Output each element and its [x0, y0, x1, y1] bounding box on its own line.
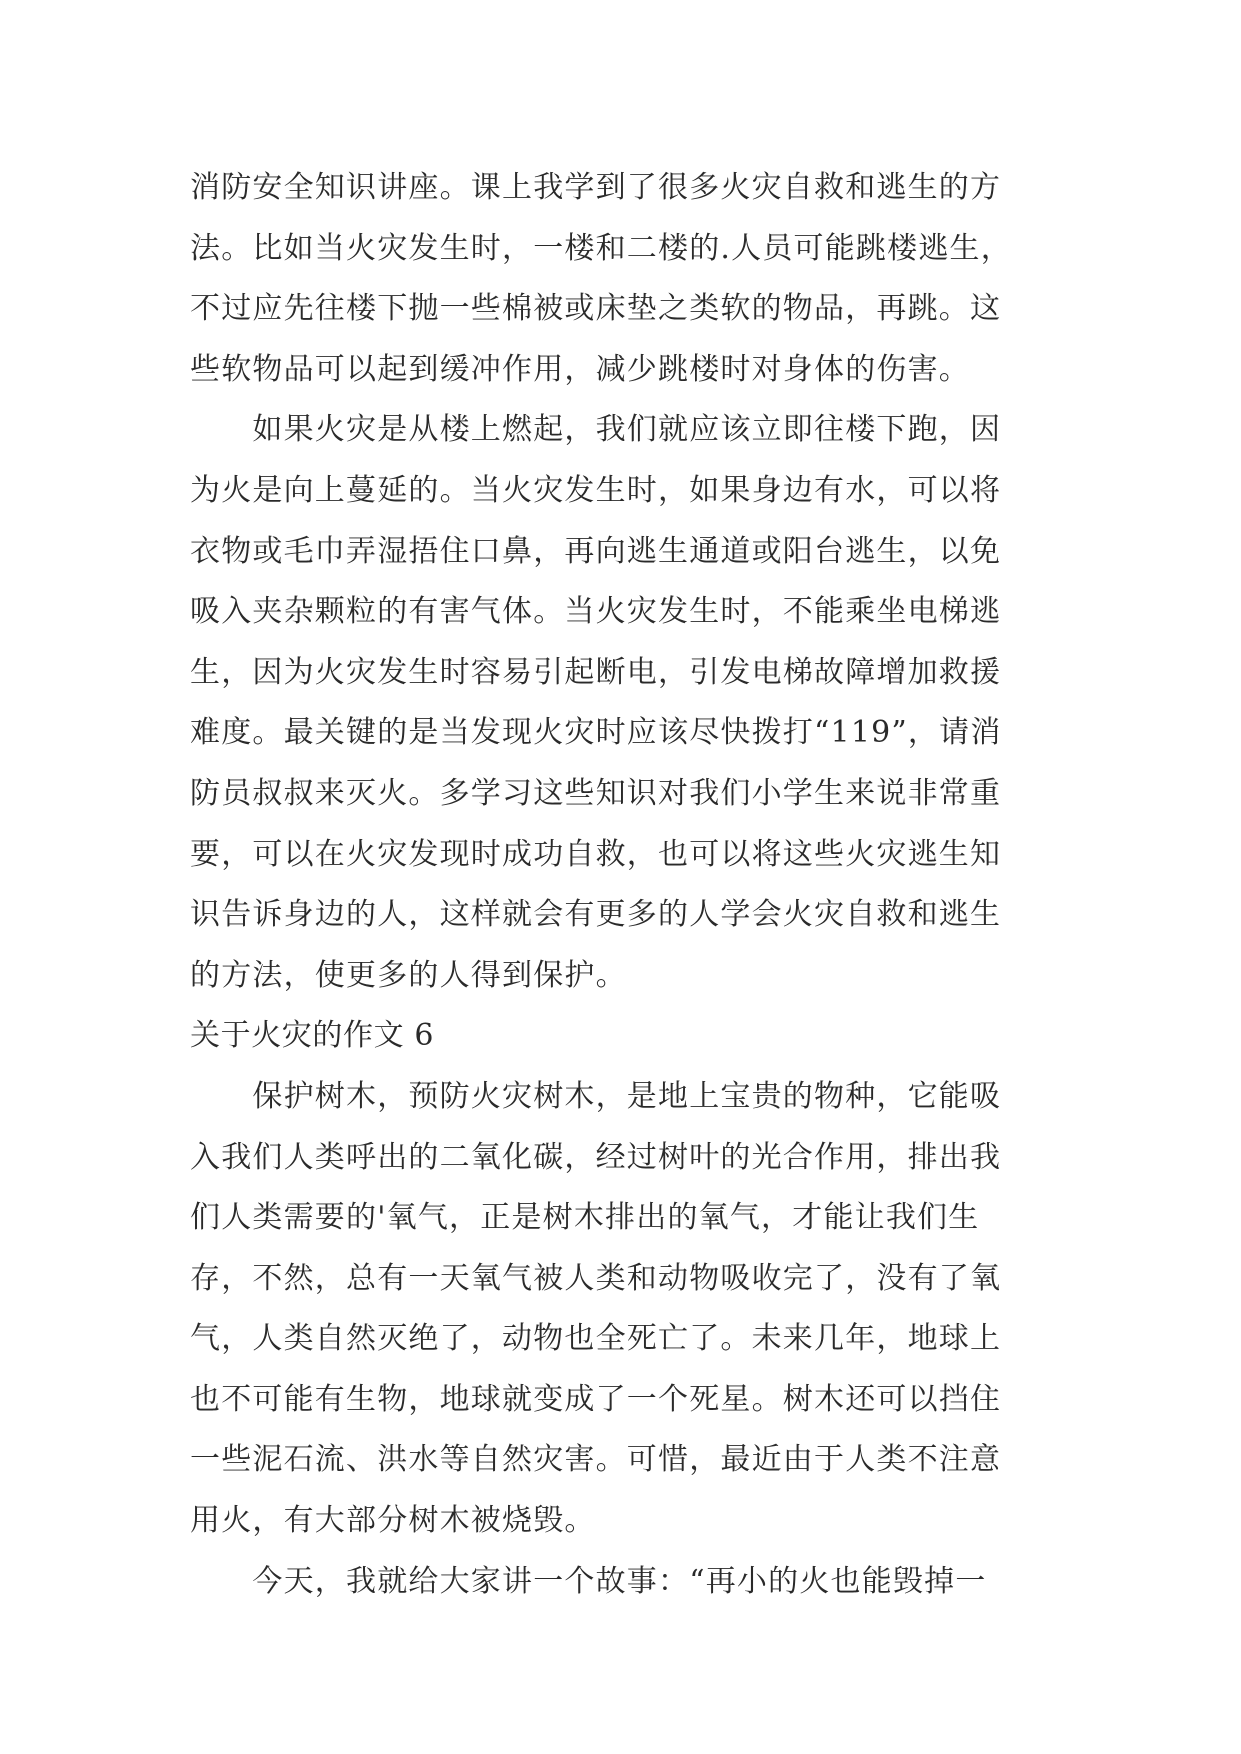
text-line: 识告诉身边的人，这样就会有更多的人学会火灾自救和逃生 — [190, 897, 1002, 933]
text-line: 为火是向上蔓延的。当火灾发生时，如果身边有水，可以将 — [190, 472, 1002, 508]
section-heading: 关于火灾的作文 6 — [190, 1018, 435, 1054]
text-line: 也不可能有生物，地球就变成了一个死星。树木还可以挡住 — [190, 1381, 1002, 1417]
text-line: 不过应先往楼下抛一些棉被或床垫之类软的物品，再跳。这 — [190, 291, 1002, 327]
text-line: 难度。最关键的是当发现火灾时应该尽快拨打“119”，请消 — [190, 715, 1002, 751]
text-line: 存，不然，总有一天氧气被人类和动物吸收完了，没有了氧 — [190, 1260, 1002, 1296]
document-body — [190, 158, 1070, 1612]
text-line: 用火，有大部分树木被烧毁。 — [190, 1503, 596, 1539]
text-line: 如果火灾是从楼上燃起，我们就应该立即往楼下跑，因 — [190, 412, 1002, 448]
text-line: 的方法，使更多的人得到保护。 — [190, 957, 627, 993]
text-line: 些软物品可以起到缓冲作用，减少跳楼时对身体的伤害。 — [190, 351, 970, 387]
text-line: 们人类需要的'氧气，正是树木排出的氧气，才能让我们生 — [190, 1200, 980, 1236]
text-line: 今天，我就给大家讲一个故事：“再小的火也能毁掉一 — [190, 1563, 987, 1599]
text-line: 消防安全知识讲座。课上我学到了很多火灾自救和逃生的方 — [190, 170, 1002, 205]
text-line: 一些泥石流、洪水等自然灾害。可惜，最近由于人类不注意 — [190, 1442, 1002, 1478]
text-line: 要，可以在火灾发现时成功自救，也可以将这些火灾逃生知 — [190, 836, 1002, 872]
text-line: 生，因为火灾发生时容易引起断电，引发电梯故障增加救援 — [190, 654, 1002, 690]
text-line: 防员叔叔来灭火。多学习这些知识对我们小学生来说非常重 — [190, 775, 1002, 811]
text-line: 气，人类自然灭绝了，动物也全死亡了。未来几年，地球上 — [190, 1321, 1002, 1357]
text-line: 衣物或毛巾弄湿捂住口鼻，再向逃生通道或阳台逃生，以免 — [190, 533, 1002, 569]
text-line: 入我们人类呼出的二氧化碳，经过树叶的光合作用，排出我 — [190, 1139, 1002, 1175]
text-line: 保护树木，预防火灾树木，是地上宝贵的物种，它能吸 — [190, 1078, 1002, 1114]
text-line: 吸入夹杂颗粒的有害气体。当火灾发生时，不能乘坐电梯逃 — [190, 594, 1002, 630]
text-line: 法。比如当火灾发生时，一楼和二楼的.人员可能跳楼逃生， — [190, 230, 1012, 266]
